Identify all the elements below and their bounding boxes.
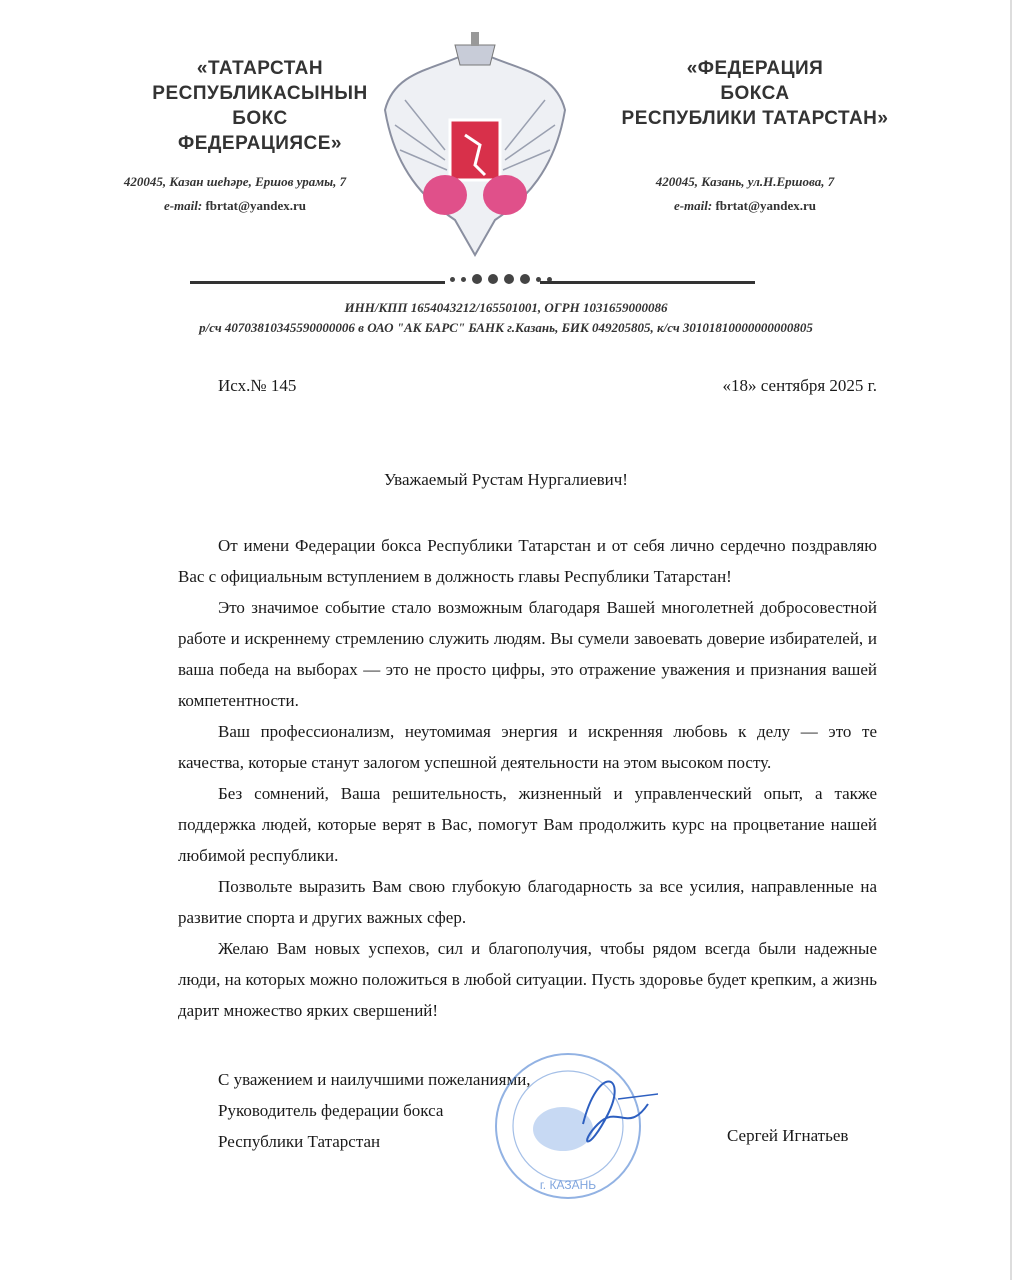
letter-body xyxy=(178,530,877,1026)
divider-dots xyxy=(450,274,552,284)
left-address xyxy=(95,174,375,214)
closing-line: Руководитель федерации бокса xyxy=(218,1101,444,1120)
paragraph: Желаю Вам новых успехов, сил и благополучия, чтобы рядом всегда были надежные люди, на которых можно положиться в любой ситуации. Пусть здоровье будет крепким, а жизнь дарит множество ярких свершений! xyxy=(178,939,877,1020)
letterhead-right-title xyxy=(600,56,910,131)
email-link[interactable]: fbrtat@yandex.ru xyxy=(205,198,307,213)
requisites-bank: р/сч 40703810345590000006 в ОАО "АК БАРС" БАНК г.Казань, БИК 049205805, к/сч 30101810000000000805 xyxy=(199,320,813,335)
letterhead-left-title xyxy=(150,56,370,156)
address-text: 420045, Казань, ул.Н.Ершова, 7 xyxy=(655,174,835,189)
divider-right xyxy=(540,281,755,284)
letter-date: «18» сентября 2025 г. xyxy=(722,376,877,395)
title-line: «ФЕДЕРАЦИЯ xyxy=(686,58,824,79)
address-text: 420045, Казан шеһәре, Ершов урамы, 7 xyxy=(123,174,347,189)
title-line: БОКС ФЕДЕРАЦИЯСЕ» xyxy=(178,108,342,154)
paragraph: От имени Федерации бокса Республики Татарстан и от себя лично сердечно поздравляю Вас с официальным вступлением в должность главы Республики Татарстан! xyxy=(178,536,877,586)
closing-line: С уважением и наилучшими пожеланиями, xyxy=(218,1070,531,1089)
email-label: e-mail: xyxy=(163,198,203,213)
title-line: «ТАТАРСТАН xyxy=(196,58,324,79)
closing-block xyxy=(218,1064,531,1157)
title-line: БОКСА xyxy=(720,83,790,104)
paragraph: Без сомнений, Ваша решительность, жизненный и управленческий опыт, а также поддержка людей, которые верят в Вас, помогут Вам продолжить курс на процветание нашей любимой республики. xyxy=(178,784,877,865)
closing-line: Республики Татарстан xyxy=(218,1132,381,1151)
requisites-inn: ИНН/КПП 1654043212/165501001, ОГРН 1031659000086 xyxy=(344,300,668,315)
divider-left xyxy=(190,281,445,284)
title-line: РЕСПУБЛИКАСЫНЫН xyxy=(152,83,368,104)
right-address xyxy=(620,174,870,214)
email-link[interactable]: fbrtat@yandex.ru xyxy=(715,198,817,213)
paragraph: Это значимое событие стало возможным благодаря Вашей многолетней добросовестной работе и искреннему стремлению служить людям. Вы сумели завоевать доверие избирателей, и ваша победа на выборах — это не просто цифры, это отражение уважения и признания вашей компетентности. xyxy=(178,598,877,710)
outgoing-number: Исх.№ 145 xyxy=(218,376,297,395)
paragraph: Ваш профессионализм, неутомимая энергия и искренняя любовь к делу — это те качества, которые станут залогом успешной деятельности на этом высоком посту. xyxy=(178,722,877,772)
email-label: e-mail: xyxy=(673,198,713,213)
signatory-name: Сергей Игнатьев xyxy=(727,1126,849,1145)
title-line: РЕСПУБЛИКИ ТАТАРСТАН» xyxy=(621,108,889,129)
paragraph: Позвольте выразить Вам свою глубокую благодарность за все усилия, направленные на развитие спорта и других важных сфер. xyxy=(178,877,877,927)
official-stamp xyxy=(488,1044,658,1204)
greeting: Уважаемый Рустам Нургалиевич! xyxy=(384,470,628,489)
right-email xyxy=(620,198,870,214)
svg-text:г. КАЗАНЬ: г. КАЗАНЬ xyxy=(539,1178,597,1192)
left-email xyxy=(95,198,375,214)
eagle-crest-logo xyxy=(375,30,575,260)
